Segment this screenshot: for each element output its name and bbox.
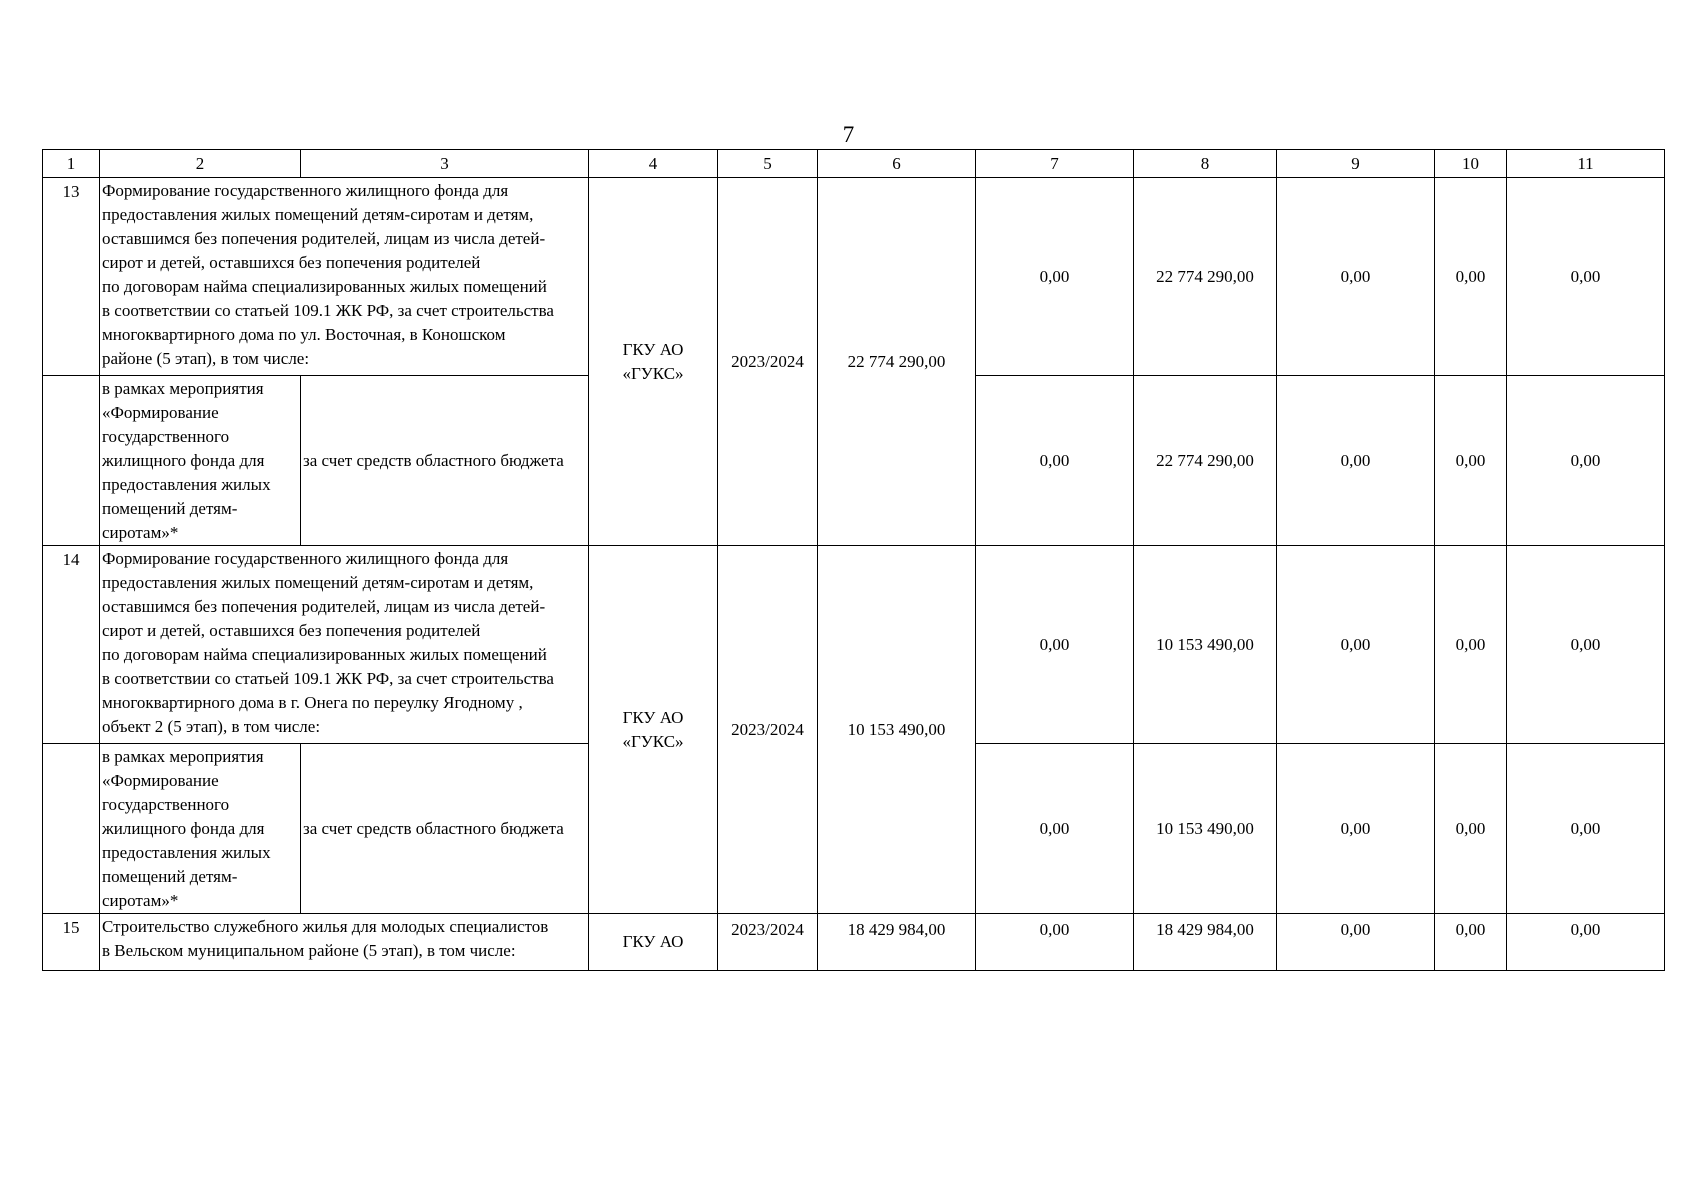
table-header-row <box>43 150 1665 178</box>
measure-cell: в рамках мероприятия «Формирование государственного жилищного фонда для предоставления жилых помещений детям- сиротам»* <box>100 376 301 546</box>
executor-cell: ГКУ АО «ГУКС» <box>589 178 718 546</box>
column-header: 4 <box>589 150 718 178</box>
table-row <box>43 546 1665 744</box>
column-header: 9 <box>1277 150 1435 178</box>
value-cell: 0,00 <box>1435 178 1507 376</box>
value-cell: 0,00 <box>1507 178 1665 376</box>
column-header: 5 <box>718 150 818 178</box>
row-number: 13 <box>43 178 100 376</box>
row-number: 15 <box>43 914 100 971</box>
value-cell: 0,00 <box>1277 914 1435 971</box>
column-header: 8 <box>1134 150 1277 178</box>
value-cell: 0,00 <box>1435 744 1507 914</box>
value-cell: 22 774 290,00 <box>1134 376 1277 546</box>
measure-cell: в рамках мероприятия «Формирование государственного жилищного фонда для предоставления жилых помещений детям- сиротам»* <box>100 744 301 914</box>
total-cell: 22 774 290,00 <box>818 178 976 546</box>
total-cell: 10 153 490,00 <box>818 546 976 914</box>
value-cell: 0,00 <box>1277 546 1435 744</box>
value-cell: 0,00 <box>1507 744 1665 914</box>
column-header: 1 <box>43 150 100 178</box>
value-cell: 0,00 <box>1277 178 1435 376</box>
value-cell: 0,00 <box>1435 914 1507 971</box>
executor-cell: ГКУ АО <box>589 914 718 971</box>
value-cell: 0,00 <box>976 376 1134 546</box>
funding-source-cell: за счет средств областного бюджета <box>301 744 589 914</box>
value-cell: 0,00 <box>1507 914 1665 971</box>
event-title: Строительство служебного жилья для молодых специалистов в Вельском муниципальном районе (5 этап), в том числе: <box>100 914 589 971</box>
value-cell: 0,00 <box>1507 376 1665 546</box>
value-cell: 0,00 <box>976 914 1134 971</box>
value-cell: 10 153 490,00 <box>1134 546 1277 744</box>
value-cell: 0,00 <box>1277 376 1435 546</box>
column-header: 6 <box>818 150 976 178</box>
value-cell: 0,00 <box>1277 744 1435 914</box>
table-row <box>43 178 1665 376</box>
empty-cell <box>43 376 100 546</box>
column-header: 7 <box>976 150 1134 178</box>
event-title: Формирование государственного жилищного фонда для предоставления жилых помещений детям-сиротам и детям, оставшимся без попечения родителей, лицам из числа детей- сирот и детей, оставшихся без попечения родителей по договорам найма специализированных жилых помещений в соответствии со статьей 109.1 ЖК РФ, за счет строительства многоквартирного дома в г. Онега по переулку Ягодному , объект 2 (5 этап), в том числе: <box>100 546 589 744</box>
value-cell: 0,00 <box>976 744 1134 914</box>
value-cell: 22 774 290,00 <box>1134 178 1277 376</box>
funding-source-cell: за счет средств областного бюджета <box>301 376 589 546</box>
value-cell: 0,00 <box>976 178 1134 376</box>
column-header: 2 <box>100 150 301 178</box>
value-cell: 0,00 <box>1435 546 1507 744</box>
value-cell: 0,00 <box>1507 546 1665 744</box>
period-cell: 2023/2024 <box>718 178 818 546</box>
event-title: Формирование государственного жилищного фонда для предоставления жилых помещений детям-сиротам и детям, оставшимся без попечения родителей, лицам из числа детей- сирот и детей, оставшихся без попечения родителей по договорам найма специализированных жилых помещений в соответствии со статьей 109.1 ЖК РФ, за счет строительства многоквартирного дома по ул. Восточная, в Коношском районе (5 этап), в том числе: <box>100 178 589 376</box>
executor-cell: ГКУ АО «ГУКС» <box>589 546 718 914</box>
value-cell: 10 153 490,00 <box>1134 744 1277 914</box>
budget-table <box>42 149 1665 971</box>
value-cell: 0,00 <box>1435 376 1507 546</box>
column-header: 10 <box>1435 150 1507 178</box>
period-cell: 2023/2024 <box>718 546 818 914</box>
column-header: 3 <box>301 150 589 178</box>
value-cell: 18 429 984,00 <box>1134 914 1277 971</box>
table-row <box>43 914 1665 971</box>
page-number: 7 <box>842 122 855 147</box>
column-header: 11 <box>1507 150 1665 178</box>
row-number: 14 <box>43 546 100 744</box>
empty-cell <box>43 744 100 914</box>
value-cell: 0,00 <box>976 546 1134 744</box>
total-cell: 18 429 984,00 <box>818 914 976 971</box>
period-cell: 2023/2024 <box>718 914 818 971</box>
